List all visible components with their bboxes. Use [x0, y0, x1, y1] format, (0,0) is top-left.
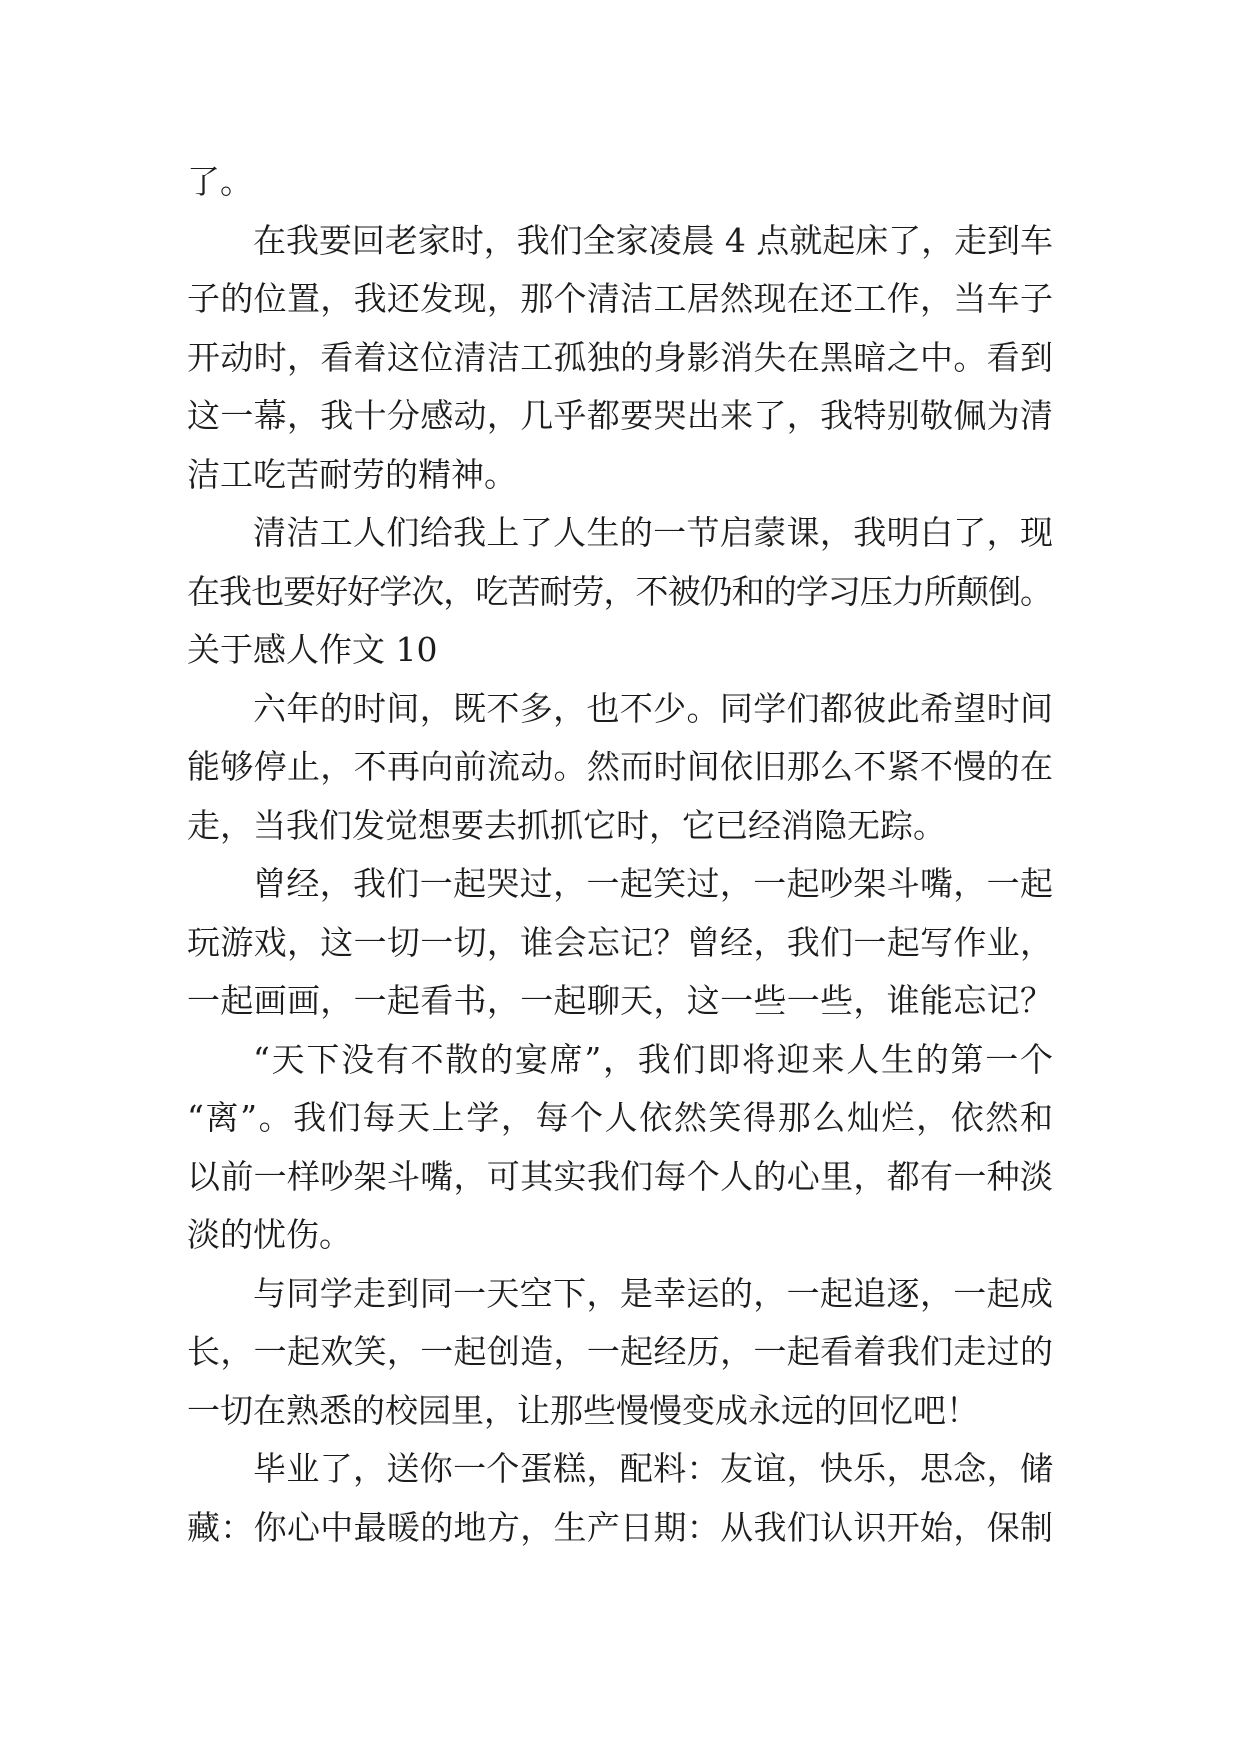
text-line: 玩游戏，这一切一切，谁会忘记？曾经，我们一起写作业，: [187, 922, 1054, 962]
paragraph: [187, 680, 1053, 856]
text-line: 这一幕，我十分感动，几乎都要哭出来了，我特别敬佩为清: [187, 396, 1054, 435]
paragraph: [187, 1265, 1053, 1441]
text-line: 子的位置，我还发现，那个清洁工居然现在还工作，当车子: [187, 279, 1054, 318]
text-line: 与同学走到同一天空下，是幸运的，一起追逐，一起成: [253, 1273, 1054, 1313]
text-line: 一切在熟悉的校园里，让那些慢慢变成永远的回忆吧！: [187, 1390, 979, 1430]
text-line: 开动时，看着这位清洁工孤独的身影消失在黑暗之中。看到: [187, 337, 1054, 377]
text-line: 洁工吃苦耐劳的精神。: [187, 454, 517, 494]
paragraph: [187, 1440, 1053, 1557]
paragraph: [187, 212, 1053, 505]
text-line: 清洁工人们给我上了人生的一节启蒙课，我明白了，现: [253, 513, 1054, 552]
paragraph-continuation: [187, 153, 1053, 212]
text-line: 藏：你心中最暖的地方，生产日期：从我们认识开始，保制: [187, 1507, 1054, 1547]
document-body: [187, 153, 1053, 1557]
paragraph: [187, 1031, 1053, 1265]
text-line: “离”。我们每天上学，每个人依然笑得那么灿烂，依然和: [187, 1098, 1055, 1137]
paragraph: [187, 504, 1053, 621]
text-line: 以前一样吵架斗嘴，可其实我们每个人的心里，都有一种淡: [187, 1156, 1054, 1196]
text-line: “天下没有不散的宴席”，我们即将迎来人生的第一个: [253, 1039, 1055, 1079]
text-line: 在我也要好好学次，吃苦耐劳，不被仍和的学习压力所颠倒。: [187, 571, 1053, 611]
text-line: 能够停止，不再向前流动。然而时间依旧那么不紧不慢的在: [187, 747, 1054, 786]
paragraph: [187, 855, 1053, 1031]
section-heading: [187, 621, 1053, 680]
text-line: 毕业了，送你一个蛋糕，配料：友谊，快乐，思念，储: [253, 1449, 1054, 1488]
heading-text: 关于感人作文 10: [187, 630, 438, 669]
text-line: 淡的忧伤。: [187, 1215, 352, 1254]
text-line: 六年的时间，既不多，也不少。同学们都彼此希望时间: [253, 688, 1054, 728]
text-line: 长，一起欢笑，一起创造，一起经历，一起看着我们走过的: [187, 1332, 1054, 1371]
text-line: 曾经，我们一起哭过，一起笑过，一起吵架斗嘴，一起: [253, 864, 1054, 903]
text-line: 在我要回老家时，我们全家凌晨 4 点就起床了，走到车: [253, 220, 1053, 260]
text-line: 一起画画，一起看书，一起聊天，这一些一些，谁能忘记？: [187, 981, 1054, 1020]
text-line: 了。: [187, 162, 253, 201]
text-line: 走，当我们发觉想要去抓抓它时，它已经消隐无踪。: [187, 805, 946, 845]
